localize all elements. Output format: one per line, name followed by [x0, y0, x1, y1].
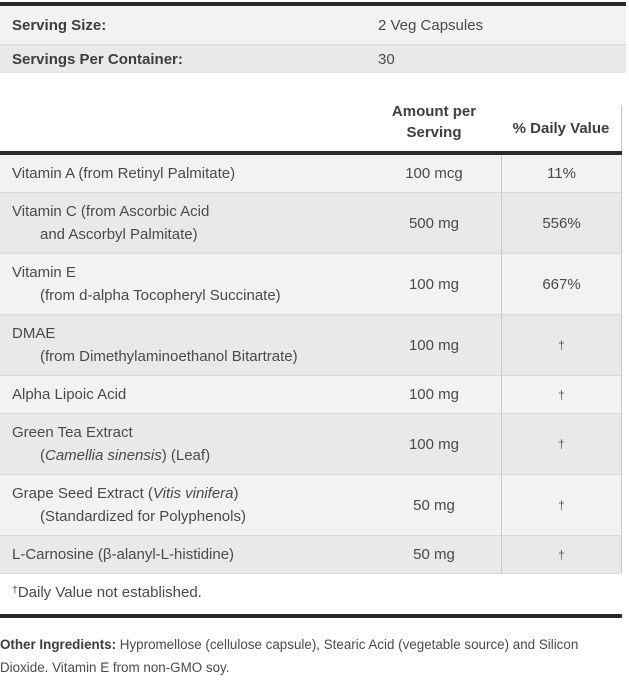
footnote-text: Daily Value not established. [17, 584, 202, 601]
ingredient-name: Alpha Lipoic Acid [12, 386, 127, 403]
serving-size-label: Serving Size: [12, 16, 107, 34]
servings-per-container-row [0, 45, 626, 73]
supplement-rows [0, 155, 622, 573]
amount-header-line2: Serving [406, 124, 462, 141]
ingredient-daily-value: 667% [501, 254, 622, 314]
column-header-daily-value [501, 105, 622, 151]
ingredient-daily-value: † [501, 536, 622, 573]
ingredient-name: Grape Seed Extract (Vitis vinifera) (Standardized for Polyphenols) [12, 485, 246, 525]
ingredient-amount: 100 mg [408, 275, 460, 293]
other-ingredients-text: Hypromellose (cellulose capsule), Stearic Acid (vegetable source) and Silicon Dioxide. Vitamin E from non-GMO soy. [0, 637, 579, 675]
serving-size-value: 2 Veg Capsules [378, 16, 484, 34]
ingredient-amount: 100 mg [408, 386, 460, 403]
table-row [0, 253, 622, 314]
table-header-row [0, 73, 622, 151]
ingredient-name: Vitamin E (from d-alpha Tocopheryl Succinate) [12, 264, 281, 304]
ingredient-name: Vitamin A (from Retinyl Palmitate) [12, 165, 236, 182]
ingredient-amount: 500 mg [408, 214, 460, 232]
ingredient-name: L-Carnosine (β-alanyl-L-histidine) [12, 546, 235, 563]
table-row [0, 192, 622, 253]
ingredient-daily-value: † [501, 376, 622, 413]
ingredient-daily-value: † [501, 414, 622, 474]
ingredient-daily-value: 556% [501, 193, 622, 253]
ingredient-name: Vitamin C (from Ascorbic Acid and Ascorbyl Palmitate) [12, 203, 210, 243]
table-row [0, 535, 622, 573]
ingredient-daily-value: 11% [501, 155, 622, 192]
table-row [0, 314, 622, 375]
table-row [0, 413, 622, 474]
ingredient-name: DMAE (from Dimethylaminoethanol Bitartrate) [12, 325, 298, 365]
table-row [0, 474, 622, 535]
serving-info-section [0, 2, 626, 73]
footnote-dagger-marker: † [12, 584, 18, 596]
ingredient-amount: 100 mg [408, 336, 460, 354]
ingredient-amount: 50 mg [413, 546, 455, 563]
supplement-table [0, 73, 622, 618]
daily-value-header-label: % Daily Value [512, 119, 610, 137]
daily-value-footnote [0, 573, 622, 614]
other-ingredients-label: Other Ingredients: [0, 637, 117, 652]
serving-size-row [0, 6, 626, 45]
servings-per-container-label: Servings Per Container: [12, 50, 183, 68]
table-bottom-rule [0, 614, 622, 618]
ingredient-daily-value: † [501, 475, 622, 535]
amount-header-line1: Amount per [391, 103, 477, 120]
ingredient-name: Green Tea Extract (Camellia sinensis) (Leaf) [12, 424, 211, 464]
ingredient-daily-value: † [501, 315, 622, 375]
ingredient-amount: 100 mcg [405, 165, 463, 182]
ingredient-amount: 50 mg [413, 496, 455, 514]
table-row [0, 155, 622, 192]
ingredient-amount: 100 mg [408, 435, 460, 453]
table-row [0, 375, 622, 413]
other-ingredients [0, 634, 629, 680]
column-header-amount-per-serving [367, 101, 501, 151]
servings-per-container-value: 30 [378, 50, 395, 68]
